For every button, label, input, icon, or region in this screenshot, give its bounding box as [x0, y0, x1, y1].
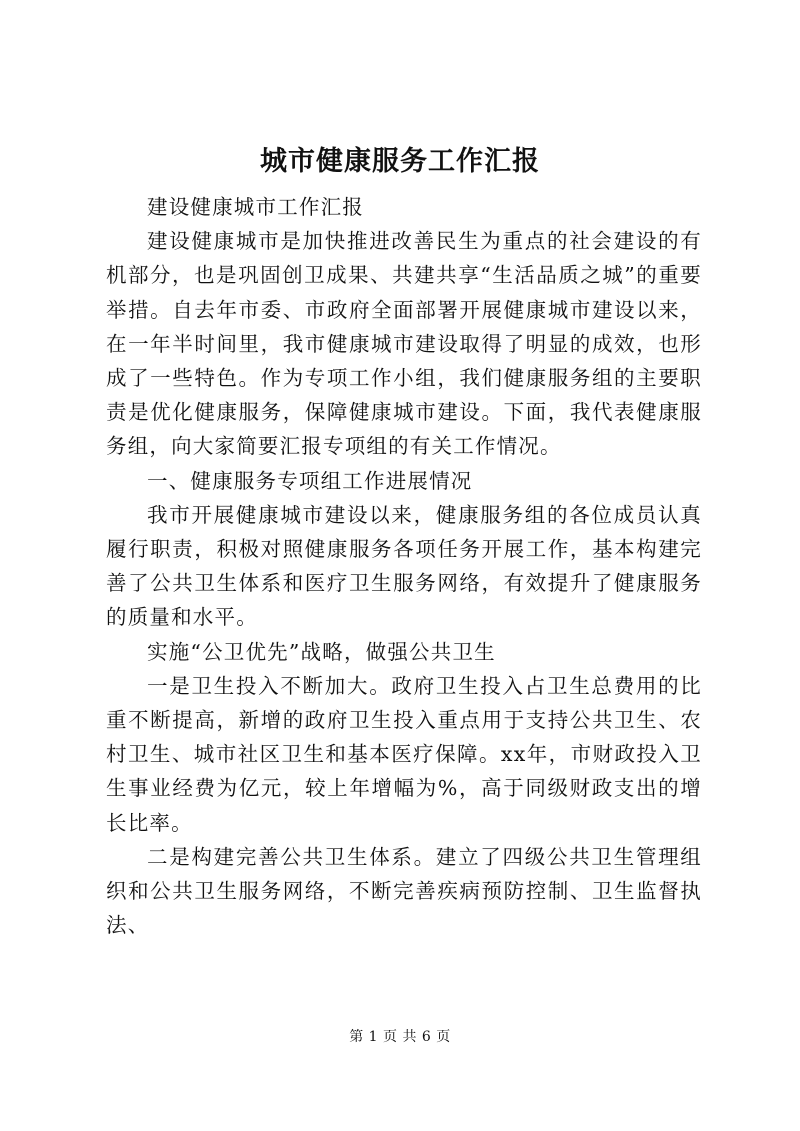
strategy-heading: 实施“公卫优先”战略，做强公共卫生 [147, 639, 496, 664]
page-footer: 第 1 页 共 6 页 [349, 1029, 451, 1045]
document-body [106, 190, 702, 942]
progress-paragraph: 我市开展健康城市建设以来，健康服务组的各位成员认真履行职责，积极对照健康服务各项任务开展工作，基本构建完善了公共卫生体系和医疗卫生服务网络，有效提升了健康服务的质量和水平。 [106, 502, 702, 630]
investment-paragraph: 一是卫生投入不断加大。政府卫生投入占卫生总费用的比重不断提高，新增的政府卫生投入重点用于支持公共卫生、农村卫生、城市社区卫生和基本医疗保障。xx年，市财政投入卫生事业经费为亿元，较上年增幅为%，高于同级财政支出的增长比率。 [106, 673, 702, 835]
section-heading: 一、健康服务专项组工作进展情况 [147, 468, 473, 493]
intro-paragraph: 建设健康城市是加快推进改善民生为重点的社会建设的有机部分，也是巩固创卫成果、共建共享“生活品质之城”的重要举措。自去年市委、市政府全面部署开展健康城市建设以来，在一年半时间里，我市健康城市建设取得了明显的成效，也形成了一些特色。作为专项工作小组，我们健康服务组的主要职责是优化健康服务，保障健康城市建设。下面，我代表健康服务组，向大家简要汇报专项组的有关工作情况。 [106, 229, 702, 459]
system-paragraph: 二是构建完善公共卫生体系。建立了四级公共卫生管理组织和公共卫生服务网络，不断完善疾病预防控制、卫生监督执法、 [106, 844, 702, 938]
subtitle-paragraph: 建设健康城市工作汇报 [147, 195, 364, 219]
document-title: 城市健康服务工作汇报 [260, 146, 540, 177]
